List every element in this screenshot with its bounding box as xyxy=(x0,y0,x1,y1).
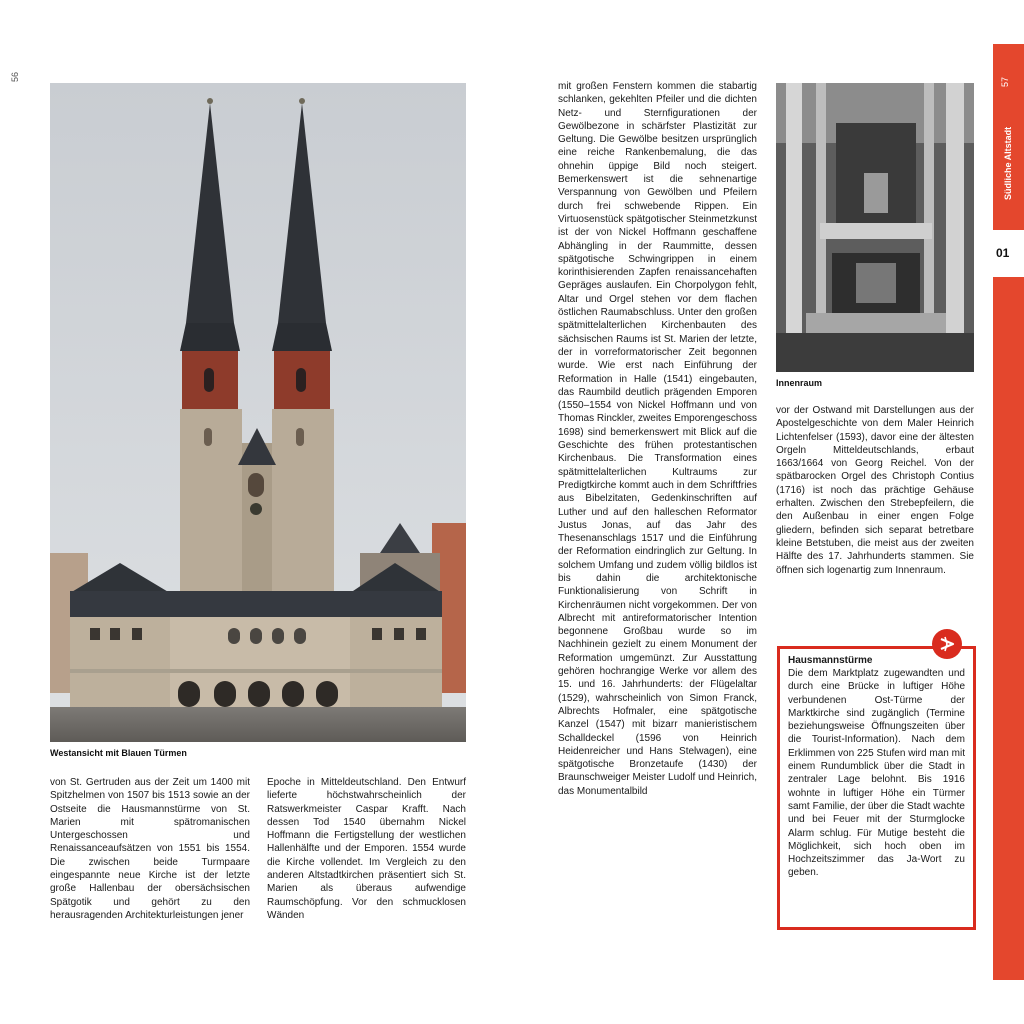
info-box xyxy=(777,646,976,930)
chapter-number: 01 xyxy=(996,246,1010,260)
body-paragraph: von St. Gertruden aus der Zeit um 1400 mit Spitzhelmen von 1507 bis 1513 sowie an der Ostseite die Hausmannstürme von St. Marien mit spätromanischen Untergeschossen und Renaissanceaufsätzen von 1551 bis 1554. Die zwischen beide Turmpaare eingespannte neue Kirche ist der letzte große Hallenbau der obersächsischen Spätgotik und gehört zu den herausragenden Architekturleistungen jener xyxy=(50,777,250,921)
info-box-badge xyxy=(932,629,962,659)
section-label: Südliche Altstadt xyxy=(1003,126,1013,200)
figure-caption-facade: Westansicht mit Blauen Türmen xyxy=(50,748,187,758)
body-paragraph: Epoche in Mitteldeutschland. Den Entwurf lieferte höchstwahrscheinlich der Ratswerkmeister Caspar Krafft. Nach dessen Tod 1540 übernahm Nickel Hoffmann die Fertigstellung der westlichen Hallenhälfte und der Emporen. 1554 wurde die Kirche vollendet. Im Vergleich zu den anderen Altstadtkirchen präsentiert sich St. Marien als überaus aufwendige Raumschöpfung. Vor den schmucklosen Wänden xyxy=(267,777,466,921)
text-column-3 xyxy=(558,80,757,798)
text-column-2 xyxy=(267,776,466,922)
info-box-title: Hausmannstürme xyxy=(788,655,873,666)
body-paragraph: vor der Ostwand mit Darstellungen aus der Apostelgeschichte von dem Maler Heinrich Lichtenfelser (1593), davor eine der ältesten Orgeln Mitteldeutschlands, erbaut 1663/1664 von Georg Reichel. Von der spätbarocken Orgel des Christoph Contius (1716) ist noch das prächtige Gehäuse erhalten. Zwischen den Strebepfeilern, die den Außenbau in einer engen Folge gliedern, befinden sich separat betretbare kleine Betstuben, die meist aus der zweiten Hälfte des 17. Jahrhunderts stammen. Sie öffnen sich logenartig zum Innenraum. xyxy=(776,405,974,576)
text-column-1 xyxy=(50,776,250,922)
section-tab-bottom xyxy=(993,277,1024,980)
page-number-right: 57 xyxy=(1000,76,1010,87)
text-column-4 xyxy=(776,404,974,577)
arrow-hint-icon xyxy=(932,629,962,659)
page-number-left: 56 xyxy=(10,71,20,82)
church-facade-photo xyxy=(50,83,466,742)
info-box-text: Die dem Marktplatz zugewandten und durch eine Brücke in luftiger Höhe verbundenen Ost-Türme der Marktkirche sind zugänglich (Termine beziehungsweise Öffnungszeiten über die Tourist-Information). Nach dem Erklimmen von 225 Stufen wird man mit einem Rundumblick über die Stadt in zentraler Lage belohnt. Bis 1916 wohnte in luftiger Höhe ein Türmer samt Familie, der über die Stadt wachte und bei Feuer mit der Sturmglocke Alarm schlug. Für Mutige besteht die Möglichkeit, sich hoch oben im Hochzeitszimmer das Ja-Wort zu geben. xyxy=(788,668,965,879)
church-interior-photo xyxy=(776,83,974,372)
figure-caption-interior: Innenraum xyxy=(776,378,823,388)
body-paragraph: mit großen Fenstern kommen die stabartig schlanken, gekehlten Pfeiler und die dichten Netz- und Sternfigurationen der Gewölbezone in schärfster Plastizität zur Geltung. Die Gewölbe besitzen ursprünglich eine reiche Rankenbemalung, die das ohnehin üppige Bild noch steigert. Bemerkenswert ist die sehnenartige Verspannung von Gewölben und Pfeilern durch frei schwebende Rippen. Ein Virtuosenstück spätgotischer Steinmetzkunst ist der von Nickel Hoffmann geschaffene Abhängling in der Raummitte, dessen spätgotische Schwingrippen in einem korinthisierenden Zapfen renaissancehaften Gepräges auslaufen. Ein Chorpolygon fehlt, Altar und Orgel stehen vor dem flachen östlichen Raumabschluss. Unter den großen spätmittelalterlichen Kirchenbauten des sächsischen Raums ist St. Marien der letzte, der in vorreformatorischer Zeit begonnen wurde. Wie erst nach Einführung der Reformation in Halle (1541) eingebauten, das Raumbild deutlich prägenden Emporen (1550–1554 von Nickel Hoffmann und von Thomas Rinckler, zweites Emporengeschoss 1698) sind bemerkenswert mit Blick auf die Geschichte des frühen protestantischen Kirchenbaus. Die Transformation eines spätmittelalterlichen Kultraums zur Predigtkirche kommt auch in dem Schriftfries aus Bibelzitaten, Gedenkinschriften auf Luther und auf den halleschen Reformator Justus Jonas, auf das Jahr des Thesenanschlags 1517 und die Einführung der Reformation eindringlich zur Geltung. In solchem Umfang und zudem völlig bildlos ist bis dahin die architektonische Funktionalisierung von Schrift in Kirchenräumen nicht vorgekommen. Der von Albrecht mit antireformatorischer Intention begonnene Großbau wurde so im Nachhinein gezielt zu einem Monument der Reformation umgemünzt. Zur Ausstattung gehören hochrangige Werke vor allem des 15. und 16. Jahrhunderts: der Flügelaltar (1529), wahrscheinlich von Simon Franck, Albrechts Hofmaler, eine spätgotische Kanzel (1547) mit bizarr manieristischem Schalldeckel (1596 von Heinrich Heidenreicher und Hans Stelwagen), eine spätgotische Bronzetaufe (1430) der Braunschweiger Meister Ludolf und Heinrich, das Monumentalbild xyxy=(558,81,757,797)
